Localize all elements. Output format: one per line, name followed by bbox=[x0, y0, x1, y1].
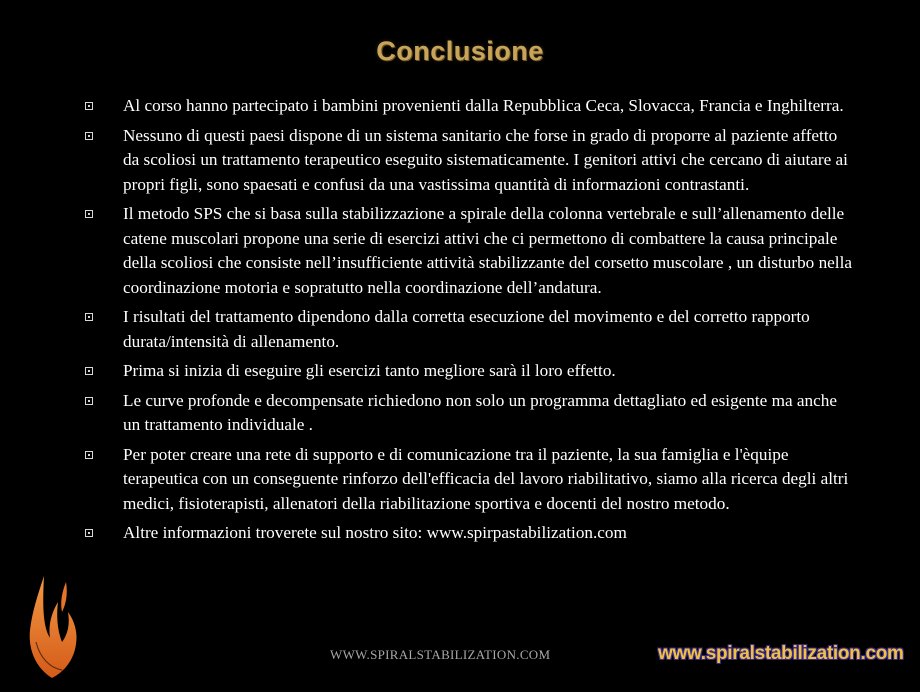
footer-url: WWW.SPIRALSTABILIZATION.COM bbox=[330, 647, 551, 662]
bullet-list bbox=[82, 94, 852, 551]
bullet-text: Nessuno di questi paesi dispone di un sistema sanitario che forse in grado di proporre al paziente affetto da scoliosi un trattamento terapeutico eseguito sistematicamente. I genitori attivi che cercano di aiutare ai propri figli, sono spaesati e confusi da una vastissima quantità di informazioni contrastanti. bbox=[123, 125, 848, 194]
bullet-item bbox=[82, 202, 852, 300]
bullet-item bbox=[82, 94, 852, 119]
bullet-text: Altre informazioni troverete sul nostro sito: www.spirpastabilization.com bbox=[123, 523, 627, 542]
square-bullet-icon bbox=[85, 102, 93, 110]
bullet-text: Per poter creare una rete di supporto e di comunicazione tra il paziente, la sua famiglia e l'èquipe terapeutica con un conseguente rinforzo dell'efficacia del lavoro riabilitativo, siamo alla ricerca degli altri medici, fisioterapisti, allenatori della riabilitazione sportiva e docenti del nostro metodo. bbox=[123, 444, 849, 513]
bullet-item bbox=[82, 124, 852, 198]
spiral-flame-logo-icon bbox=[22, 572, 86, 682]
bullet-text: Il metodo SPS che si basa sulla stabilizzazione a spirale della colonna vertebrale e sull’allenamento delle catene muscolari propone una serie di esercizi attivi che ci permettono di combattere la causa principale della scoliosi che consiste nell’insufficiente attività stabilizzante del corsetto muscolare , un disturbo nella coordinazione motoria e sopratutto nella coordinazione dell’andatura. bbox=[123, 204, 852, 297]
bullet-item bbox=[82, 521, 852, 546]
square-bullet-icon bbox=[85, 210, 93, 218]
square-bullet-icon bbox=[85, 313, 93, 321]
bullet-item bbox=[82, 389, 852, 438]
bullet-item bbox=[82, 359, 852, 384]
bullet-text: I risultati del trattamento dipendono dalla corretta esecuzione del movimento e del corretto rapporto durata/intensità di allenamento. bbox=[123, 307, 810, 351]
square-bullet-icon bbox=[85, 451, 93, 459]
slide-title: Conclusione bbox=[376, 36, 544, 66]
bullet-text: Al corso hanno partecipato i bambini provenienti dalla Repubblica Ceca, Slovacca, Francia e Inghilterra. bbox=[123, 96, 844, 115]
bullet-item bbox=[82, 305, 852, 354]
square-bullet-icon bbox=[85, 367, 93, 375]
square-bullet-icon bbox=[85, 529, 93, 537]
square-bullet-icon bbox=[85, 132, 93, 140]
square-bullet-icon bbox=[85, 397, 93, 405]
brand-url: www.spiralstabilization.com bbox=[658, 643, 904, 664]
bullet-text: Le curve profonde e decompensate richiedono non solo un programma dettagliato ed esigente ma anche un trattamento individuale . bbox=[123, 390, 837, 434]
bullet-item bbox=[82, 443, 852, 517]
bullet-text: Prima si inizia di eseguire gli esercizi tanto megliore sarà il loro effetto. bbox=[123, 361, 616, 380]
